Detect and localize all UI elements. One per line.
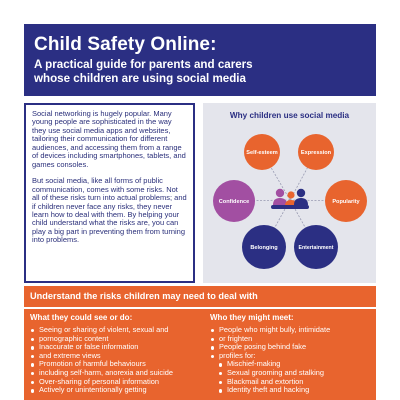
risk-list-item: profiles for:	[210, 352, 374, 361]
risks-divider	[24, 307, 376, 309]
risks-title: Understand the risks children may need to deal with	[30, 291, 258, 301]
see-or-do-list	[30, 326, 202, 395]
risk-list-item: Inaccurate or false information	[30, 343, 202, 352]
subtitle-line-2: whose children are using social media	[34, 71, 246, 85]
reason-label: Confidence	[218, 199, 250, 205]
risk-list-item: including self-harm, anorexia and suicide	[30, 369, 202, 378]
risk-list-item: Seeing or sharing of violent, sexual and	[30, 326, 202, 335]
intro-text-box	[24, 103, 195, 283]
risk-list-item: pornographic content	[30, 335, 202, 344]
reason-label: Expression	[300, 150, 332, 156]
reason-bubble	[244, 134, 280, 170]
subtitle-line-1: A practical guide for parents and carers	[34, 58, 253, 71]
risk-list-item: and extreme views	[30, 352, 202, 361]
reason-bubble	[213, 180, 255, 222]
risk-list-item: People posing behind fake	[210, 343, 374, 352]
reason-bubble	[298, 134, 334, 170]
reason-label: Belonging	[250, 245, 278, 251]
reasons-diagram	[203, 103, 376, 283]
intro-paragraph-1: Social networking is hugely popular. Many young people are sophisticated in the way they use social media apps and websites, tailoring their communication for different audiences, and accessing them from a range of devices including smartphones, tablets, and games consoles.	[32, 109, 186, 169]
reason-label: Entertainment	[298, 245, 334, 251]
reason-label: Popularity	[332, 199, 360, 205]
risk-list-item: Identity theft and hacking	[210, 386, 374, 395]
why-children-use-social-media-panel	[203, 103, 376, 283]
risk-list-item: or frighten	[210, 335, 374, 344]
risk-list-item: Over-sharing of personal information	[30, 378, 202, 387]
page-title: Child Safety Online:	[34, 34, 217, 55]
reason-bubble	[294, 225, 338, 269]
who-they-meet-list	[210, 326, 374, 395]
risk-list-item: Actively or unintentionally getting	[30, 386, 202, 395]
header-banner	[24, 24, 376, 96]
reason-bubble	[325, 180, 367, 222]
who-they-meet-heading: Who they might meet:	[210, 313, 294, 322]
reason-label: Self-esteem	[246, 150, 278, 156]
risk-list-item: Promotion of harmful behaviours	[30, 360, 202, 369]
why-panel-title: Why children use social media	[229, 111, 350, 120]
risk-list-item: Mischief-making	[210, 360, 374, 369]
people-icon	[271, 189, 309, 209]
risk-list-item: Sexual grooming and stalking	[210, 369, 374, 378]
risk-list-item: Blackmail and extortion	[210, 378, 374, 387]
page-subtitle	[34, 58, 366, 85]
see-or-do-heading: What they could see or do:	[30, 313, 133, 322]
reason-bubble	[242, 225, 286, 269]
intro-paragraph-2: But social media, like all forms of public communication, comes with some risks. Not all of these risks turn into actual problems; and if children never face any risks, they never learn how to deal with them. By helping your child understand what the risks are, you can play a big part in preventing them from turning into problems.	[32, 176, 187, 245]
risks-section	[24, 286, 376, 400]
risk-list-item: People who might bully, intimidate	[210, 326, 374, 335]
